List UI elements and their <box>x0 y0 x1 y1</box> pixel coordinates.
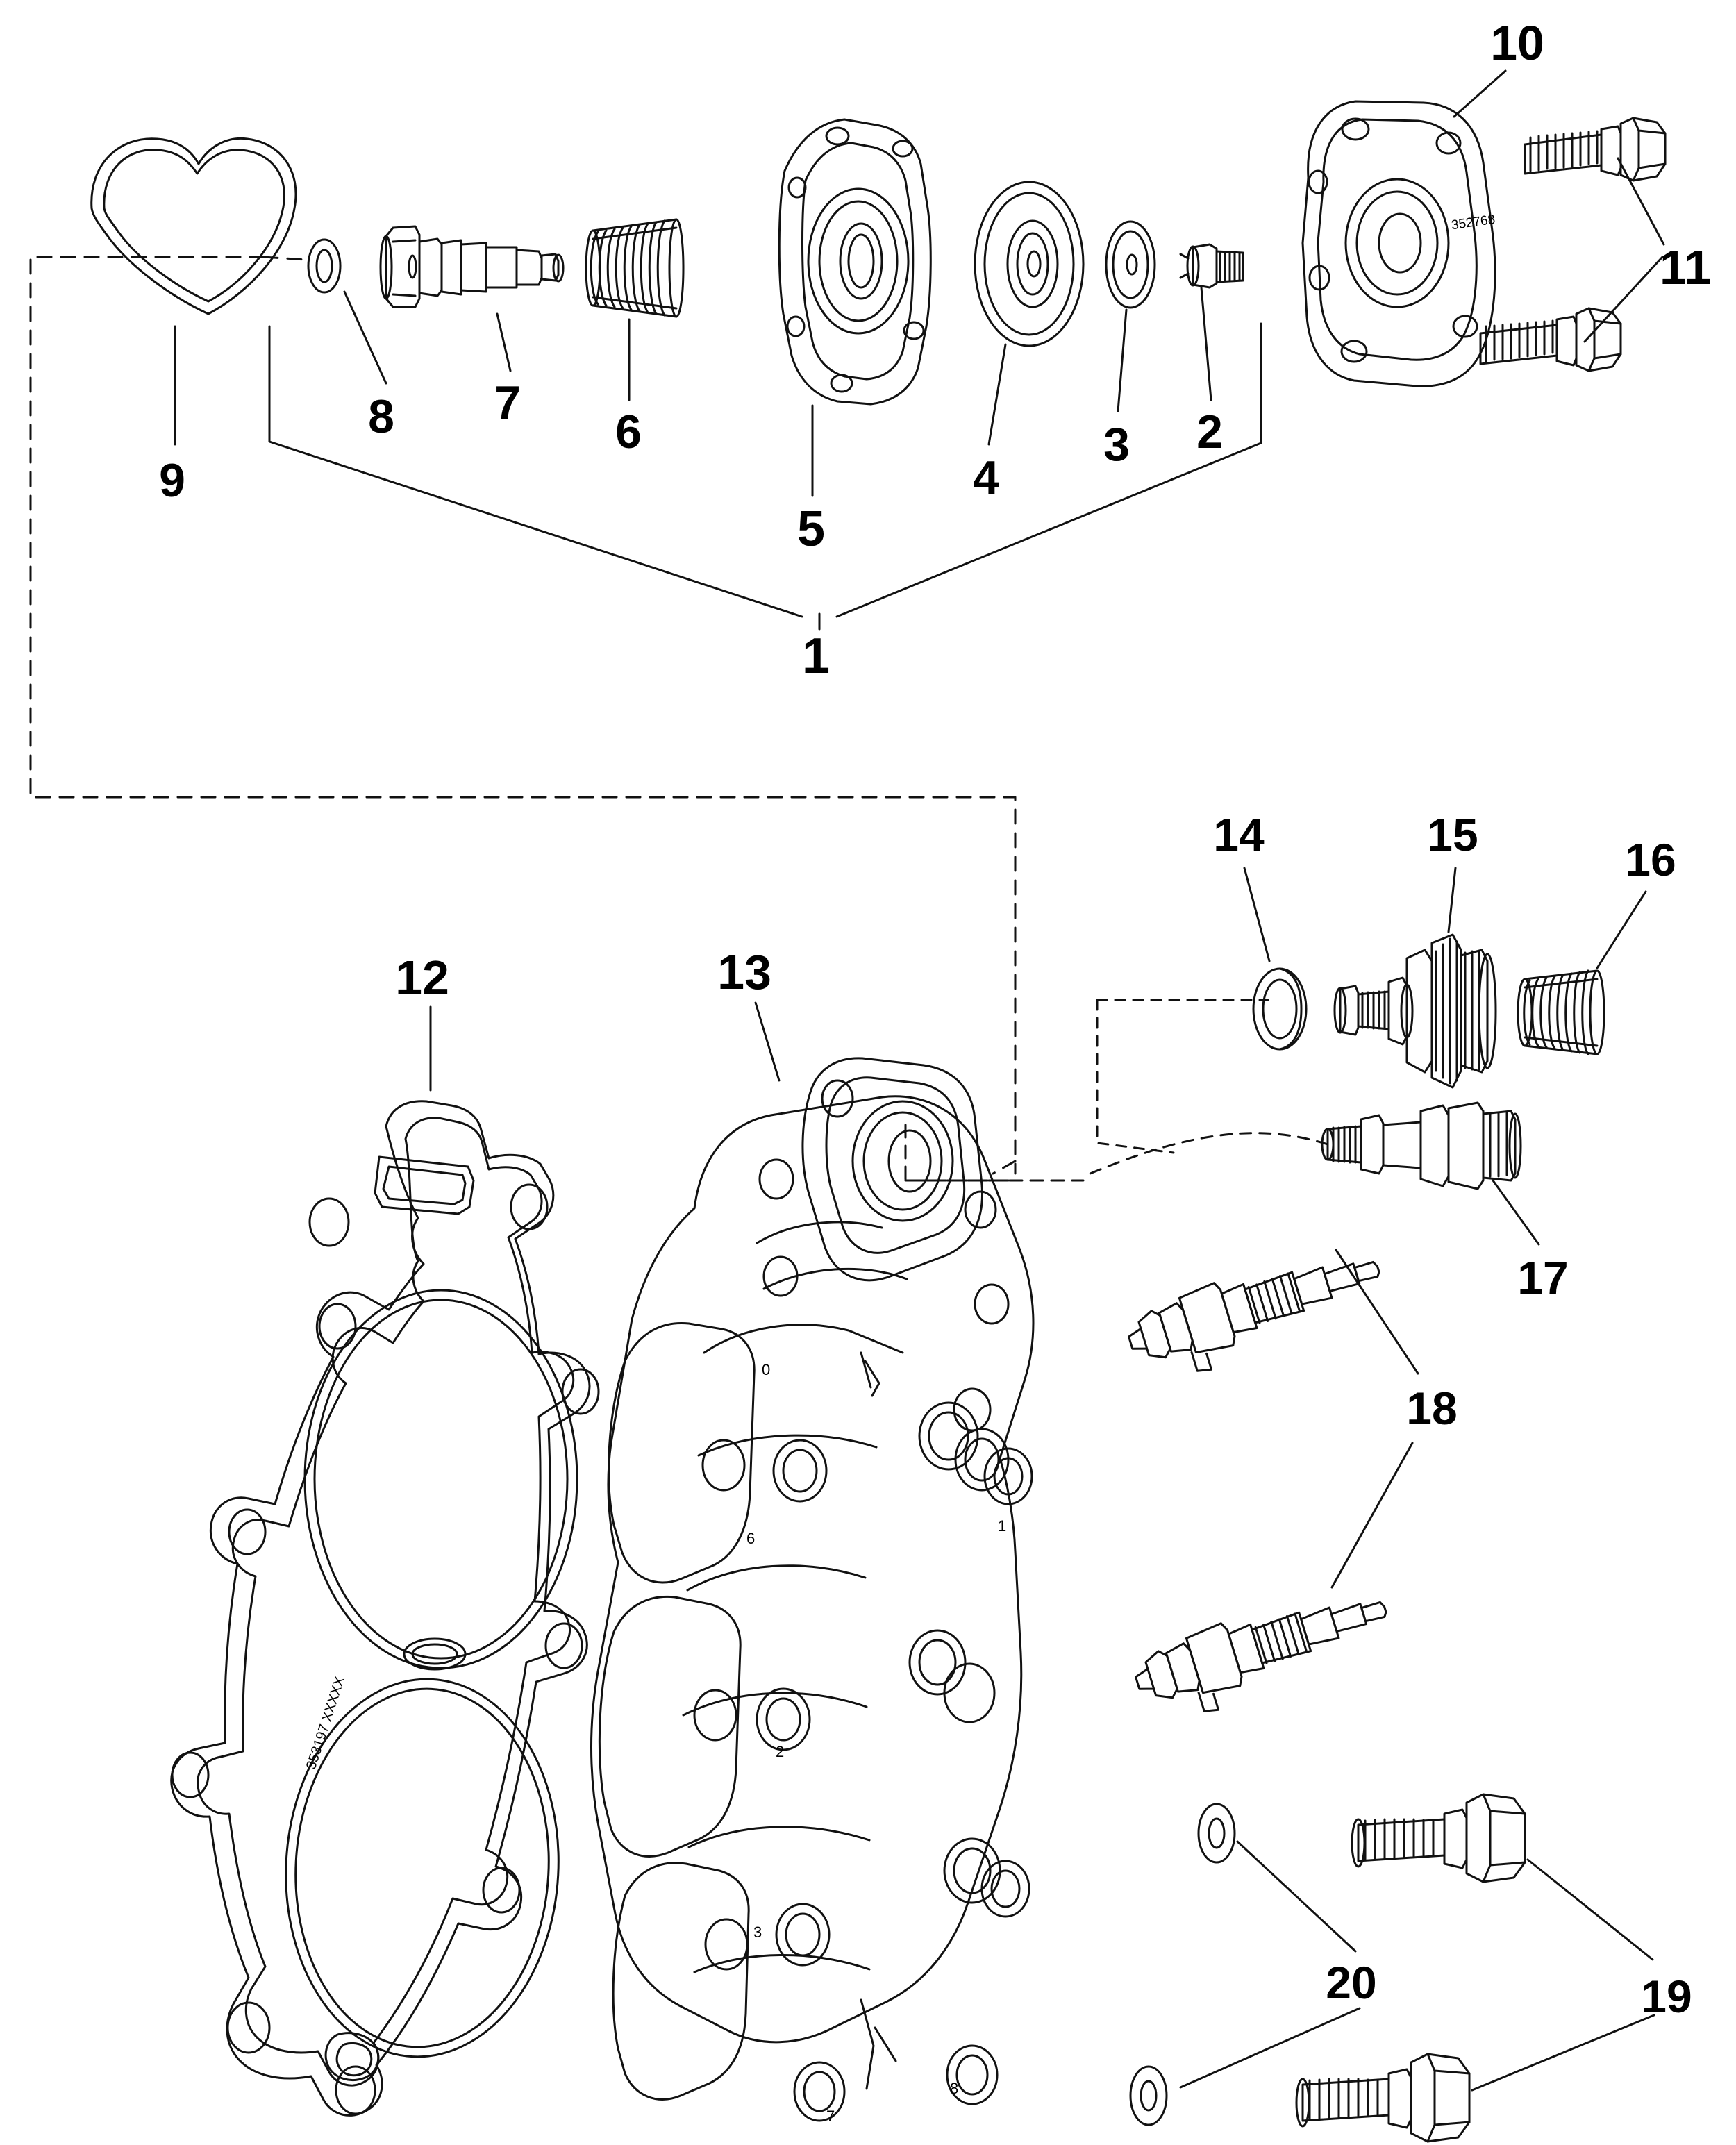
callout-16: 16 <box>1625 834 1676 885</box>
callout-4: 4 <box>973 451 999 504</box>
part-3-washer <box>1106 222 1155 308</box>
part-12-head-gasket <box>172 1101 599 2116</box>
callout-12: 12 <box>395 951 449 1005</box>
casting-mark-7: 7 <box>826 2108 835 2125</box>
part-7-valve-stem <box>381 226 563 307</box>
callout-1: 1 <box>801 628 831 684</box>
callout-5: 5 <box>796 501 826 557</box>
callout-2: 2 <box>1196 406 1223 458</box>
part-10-cover <box>1303 101 1495 386</box>
part-8-oring <box>308 240 340 292</box>
part-18-spark-plugs <box>1121 1236 1399 1730</box>
callout-10: 10 <box>1490 16 1544 70</box>
casting-mark-1: 1 <box>998 1517 1007 1535</box>
part-9-gasket <box>92 138 296 314</box>
part-number-stamp-353197: 353197 XXXXX <box>303 1674 348 1771</box>
callout-19: 19 <box>1641 1971 1692 2022</box>
callout-20: 20 <box>1326 1957 1377 2008</box>
part-16-spring <box>1518 971 1604 1054</box>
part-14-oring <box>1253 969 1306 1049</box>
part-4-diaphragm <box>975 182 1083 346</box>
casting-mark-6: 6 <box>746 1530 756 1547</box>
part-13-cylinder-head <box>592 1058 1033 2121</box>
callout-14: 14 <box>1213 809 1265 860</box>
part-20-washers <box>1130 1804 1235 2125</box>
callout-13: 13 <box>717 945 771 999</box>
casting-mark-2: 2 <box>776 1743 785 1760</box>
casting-mark-0: 0 <box>762 1361 771 1378</box>
callout-6: 6 <box>615 406 642 458</box>
callout-15: 15 <box>1427 809 1478 860</box>
callout-17: 17 <box>1517 1252 1569 1303</box>
callout-9: 9 <box>159 454 185 507</box>
part-2-screw <box>1180 244 1243 287</box>
callout-7: 7 <box>494 376 521 429</box>
callout-11: 11 <box>1660 240 1711 294</box>
callout-3: 3 <box>1103 418 1130 471</box>
part-6-spring <box>586 219 683 317</box>
casting-mark-8: 8 <box>950 2080 959 2097</box>
callout-18: 18 <box>1406 1383 1458 1434</box>
part-11-bolts <box>1480 118 1665 371</box>
part-15-thermostat <box>1335 935 1496 1087</box>
part-5-valve-housing <box>779 119 930 404</box>
part-17-sensor <box>1322 1103 1521 1189</box>
callout-8: 8 <box>368 390 394 443</box>
part-number-stamp-352768: 352768 <box>1450 212 1496 233</box>
casting-mark-3: 3 <box>753 1923 762 1941</box>
